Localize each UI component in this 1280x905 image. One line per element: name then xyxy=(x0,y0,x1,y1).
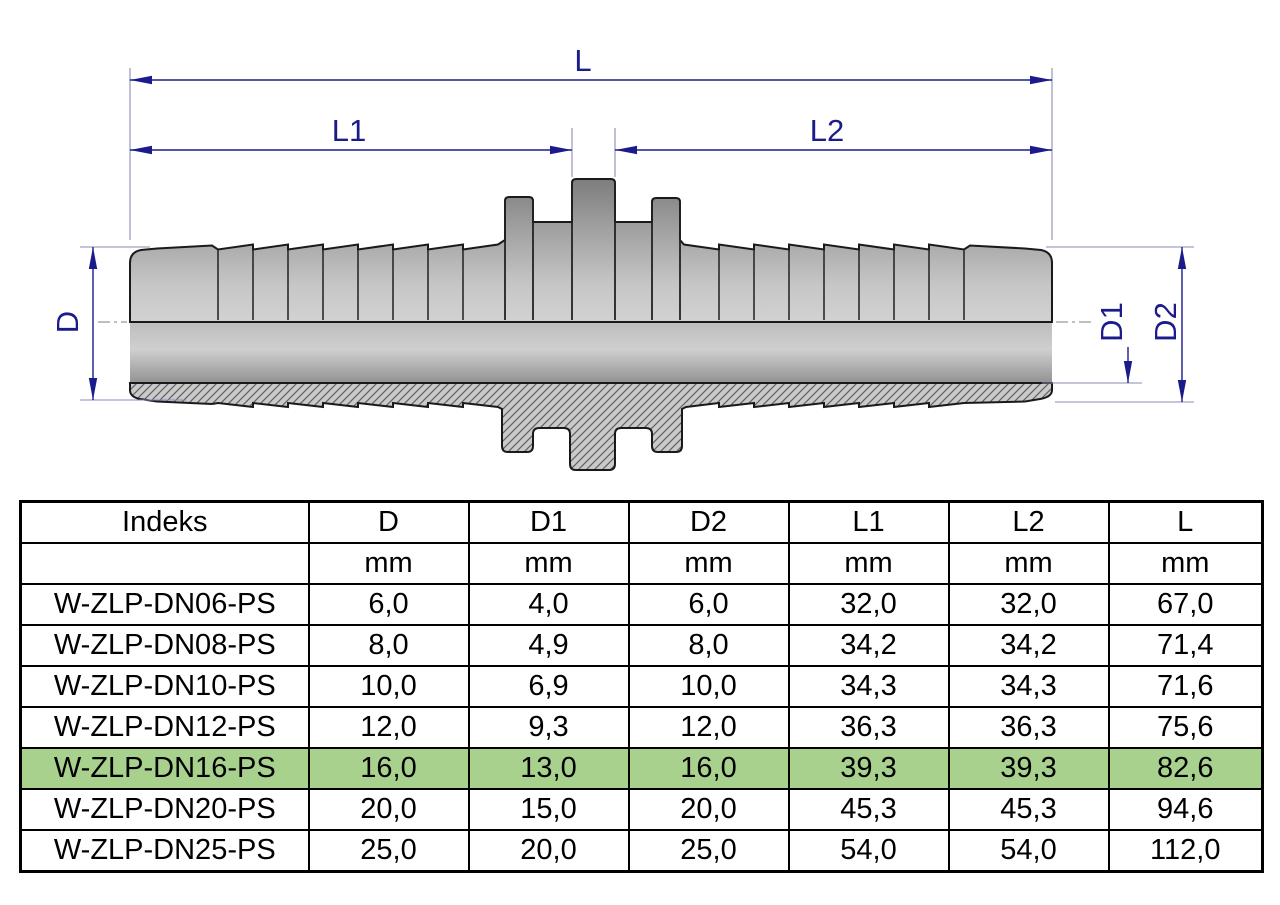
dimension-L xyxy=(130,43,1052,84)
dim-label-L2: L2 xyxy=(809,113,845,148)
row-value-cell: 39,3 xyxy=(949,748,1109,789)
table-row xyxy=(21,584,1263,625)
row-index-cell: W-ZLP-DN16-PS xyxy=(21,748,309,789)
unit-cell: mm xyxy=(949,543,1109,584)
row-value-cell: 36,3 xyxy=(949,707,1109,748)
spec-table-head xyxy=(21,502,1263,585)
dim-label-D: D xyxy=(50,310,85,334)
column-header: D2 xyxy=(629,502,789,544)
table-row xyxy=(21,748,1263,789)
arrow-down-icon xyxy=(89,378,97,400)
units-row xyxy=(21,543,1263,584)
row-value-cell: 10,0 xyxy=(629,666,789,707)
table-row xyxy=(21,625,1263,666)
arrow-right-icon xyxy=(1030,76,1052,84)
unit-cell: mm xyxy=(789,543,949,584)
row-value-cell: 16,0 xyxy=(629,748,789,789)
arrow-right-icon xyxy=(1030,146,1052,154)
row-value-cell: 25,0 xyxy=(629,830,789,872)
row-value-cell: 6,9 xyxy=(469,666,629,707)
dim-label-L: L xyxy=(574,43,592,78)
unit-cell: mm xyxy=(629,543,789,584)
row-index-cell: W-ZLP-DN25-PS xyxy=(21,830,309,872)
row-value-cell: 20,0 xyxy=(469,830,629,872)
arrow-down-icon xyxy=(1124,361,1132,383)
part-top-half xyxy=(130,179,1052,322)
row-value-cell: 71,6 xyxy=(1109,666,1263,707)
dim-label-D2: D2 xyxy=(1148,302,1183,342)
row-value-cell: 16,0 xyxy=(309,748,469,789)
row-value-cell: 10,0 xyxy=(309,666,469,707)
arrow-right-icon xyxy=(550,146,572,154)
column-header: L1 xyxy=(789,502,949,544)
row-value-cell: 39,3 xyxy=(789,748,949,789)
table-row xyxy=(21,666,1263,707)
arrow-up-icon xyxy=(89,247,97,269)
row-value-cell: 12,0 xyxy=(309,707,469,748)
row-value-cell: 6,0 xyxy=(309,584,469,625)
row-index-cell: W-ZLP-DN06-PS xyxy=(21,584,309,625)
row-index-cell: W-ZLP-DN20-PS xyxy=(21,789,309,830)
row-value-cell: 75,6 xyxy=(1109,707,1263,748)
arrow-up-icon xyxy=(1178,247,1186,269)
column-header: D1 xyxy=(469,502,629,544)
row-value-cell: 9,3 xyxy=(469,707,629,748)
dimension-D xyxy=(50,247,97,400)
dimension-D2 xyxy=(1148,247,1186,402)
column-header: D xyxy=(309,502,469,544)
row-index-cell: W-ZLP-DN12-PS xyxy=(21,707,309,748)
row-value-cell: 54,0 xyxy=(789,830,949,872)
arrow-left-icon xyxy=(130,146,152,154)
table-row xyxy=(21,830,1263,872)
row-value-cell: 13,0 xyxy=(469,748,629,789)
row-value-cell: 112,0 xyxy=(1109,830,1263,872)
row-value-cell: 34,3 xyxy=(789,666,949,707)
row-value-cell: 34,2 xyxy=(949,625,1109,666)
header-row xyxy=(21,502,1263,544)
row-value-cell: 36,3 xyxy=(789,707,949,748)
row-value-cell: 25,0 xyxy=(309,830,469,872)
row-value-cell: 6,0 xyxy=(629,584,789,625)
row-value-cell: 8,0 xyxy=(309,625,469,666)
arrow-down-icon xyxy=(1178,380,1186,402)
arrow-left-icon xyxy=(615,146,637,154)
dim-label-D1: D1 xyxy=(1094,302,1129,342)
connector-part xyxy=(130,179,1052,470)
row-value-cell: 20,0 xyxy=(629,789,789,830)
row-value-cell: 45,3 xyxy=(949,789,1109,830)
dimension-L1 xyxy=(130,113,572,154)
spec-table xyxy=(19,500,1264,873)
row-value-cell: 34,3 xyxy=(949,666,1109,707)
row-value-cell: 82,6 xyxy=(1109,748,1263,789)
row-value-cell: 12,0 xyxy=(629,707,789,748)
row-value-cell: 32,0 xyxy=(789,584,949,625)
arrow-left-icon xyxy=(130,76,152,84)
unit-cell xyxy=(21,543,309,584)
row-value-cell: 94,6 xyxy=(1109,789,1263,830)
row-value-cell: 45,3 xyxy=(789,789,949,830)
table-row xyxy=(21,789,1263,830)
table-row xyxy=(21,707,1263,748)
row-value-cell: 4,0 xyxy=(469,584,629,625)
column-header: L xyxy=(1109,502,1263,544)
row-value-cell: 67,0 xyxy=(1109,584,1263,625)
unit-cell: mm xyxy=(469,543,629,584)
unit-cell: mm xyxy=(1109,543,1263,584)
column-header: L2 xyxy=(949,502,1109,544)
dim-label-L1: L1 xyxy=(331,113,367,148)
dimension-D1 xyxy=(1094,302,1132,383)
dimension-L2 xyxy=(615,113,1052,154)
part-bore-band xyxy=(130,322,1052,383)
row-value-cell: 15,0 xyxy=(469,789,629,830)
row-index-cell: W-ZLP-DN08-PS xyxy=(21,625,309,666)
row-value-cell: 4,9 xyxy=(469,625,629,666)
row-value-cell: 71,4 xyxy=(1109,625,1263,666)
row-value-cell: 32,0 xyxy=(949,584,1109,625)
column-header: Indeks xyxy=(21,502,309,544)
row-value-cell: 20,0 xyxy=(309,789,469,830)
part-section-hatch xyxy=(130,383,1052,470)
row-value-cell: 54,0 xyxy=(949,830,1109,872)
unit-cell: mm xyxy=(309,543,469,584)
row-value-cell: 8,0 xyxy=(629,625,789,666)
spec-table-body xyxy=(21,584,1263,872)
row-value-cell: 34,2 xyxy=(789,625,949,666)
row-index-cell: W-ZLP-DN10-PS xyxy=(21,666,309,707)
